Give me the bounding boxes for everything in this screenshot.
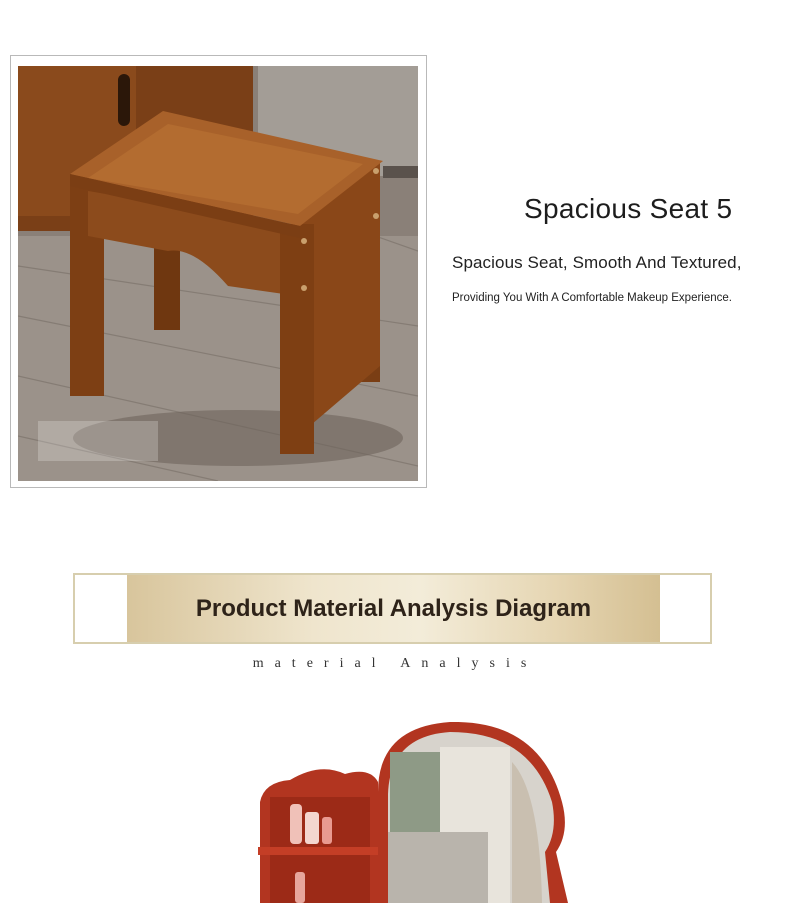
cosmetic-bottle	[305, 812, 319, 844]
shelf-lower-recess	[270, 855, 370, 903]
screw	[301, 285, 307, 291]
cosmetic-bottle	[295, 872, 305, 903]
shelf-upper-recess	[270, 797, 370, 847]
screw	[373, 168, 379, 174]
cosmetic-bottle	[290, 804, 302, 844]
feature-subtitle: Spacious Seat, Smooth And Textured,	[452, 253, 742, 272]
material-banner-subtitle: material Analysis	[252, 656, 538, 671]
vanity-illustration	[250, 722, 580, 903]
screw	[301, 238, 307, 244]
stool-illustration	[18, 66, 418, 481]
material-banner-title: Product Material Analysis Diagram	[195, 595, 592, 622]
material-banner	[73, 573, 712, 644]
cabinet-handle	[118, 74, 130, 126]
baseboard	[383, 166, 418, 178]
stool-photo	[18, 66, 418, 481]
feature-title: Spacious Seat 5	[524, 193, 733, 224]
watermark	[38, 421, 158, 461]
reflection-counter	[388, 832, 488, 903]
reflection-window	[390, 752, 440, 832]
stool-back-leg	[154, 246, 180, 330]
screw	[373, 213, 379, 219]
feature-description: Providing You With A Comfortable Makeup Experience.	[452, 292, 732, 304]
stool-photo-frame	[10, 55, 427, 488]
shelf-board	[258, 847, 378, 855]
cosmetic-bottle	[322, 817, 332, 844]
stool-front-leg-right	[280, 224, 314, 454]
vanity-product-image	[250, 722, 580, 903]
material-banner-gold-band	[127, 575, 660, 642]
